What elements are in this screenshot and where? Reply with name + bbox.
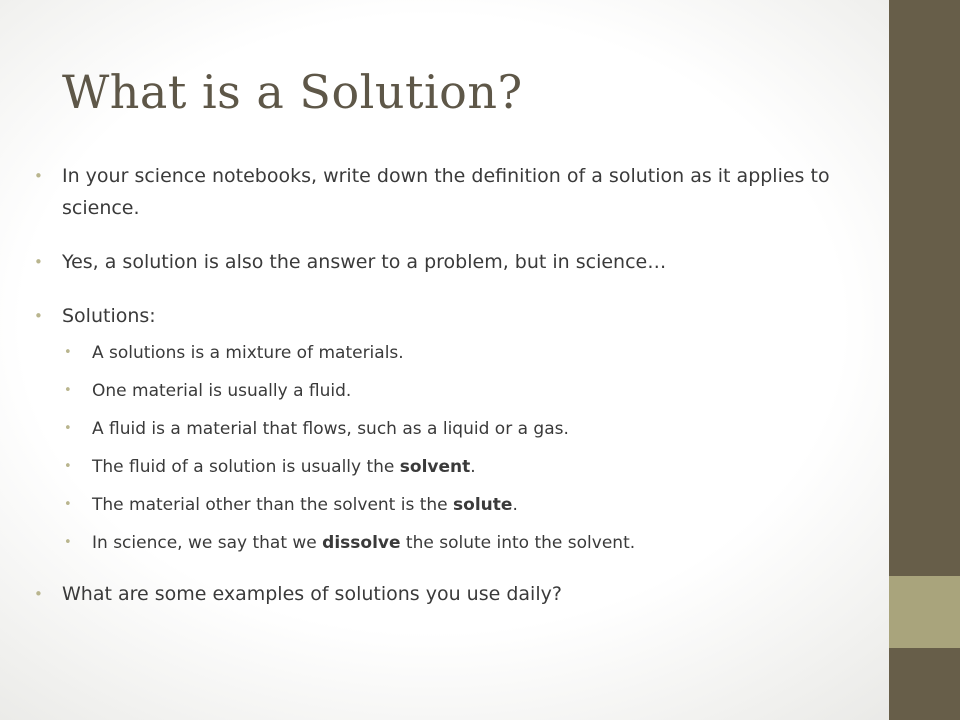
- bullet-text: What are some examples of solutions you use daily?: [62, 583, 562, 605]
- sub-bullet-text-post: .: [512, 495, 518, 515]
- bullet-dot-icon: •: [64, 459, 72, 474]
- bullet-text: Yes, a solution is also the answer to a problem, but in science…: [62, 251, 667, 273]
- term-solvent: solvent: [399, 457, 471, 477]
- bullet-dot-icon: •: [64, 421, 72, 436]
- term-solute: solute: [453, 495, 513, 515]
- bullet-dot-icon: •: [34, 307, 43, 325]
- sub-bullet-text: [92, 457, 476, 477]
- bullet-item: [34, 300, 886, 332]
- sub-bullet-text-post: .: [470, 457, 476, 477]
- sub-bullet-text: A fluid is a material that flows, such as a liquid or a gas.: [92, 419, 569, 439]
- bullet-text: In your science notebooks, write down the definition of a solution as it applies to science.: [62, 165, 830, 219]
- sub-bullet-text: A solutions is a mixture of materials.: [92, 343, 404, 363]
- bullet-dot-icon: •: [64, 383, 72, 398]
- bullet-dot-icon: •: [64, 497, 72, 512]
- term-dissolve: dissolve: [322, 533, 401, 553]
- sub-bullet-text: One material is usually a fluid.: [92, 381, 352, 401]
- sub-bullet-text: [92, 495, 518, 515]
- bullet-item: [34, 578, 886, 610]
- sidebar-band-bottom: [889, 648, 960, 720]
- slide-title: What is a Solution?: [62, 65, 523, 119]
- sub-bullet-text-pre: In science, we say that we: [92, 533, 323, 553]
- sub-bullet-item: [64, 492, 886, 518]
- sub-bullet-item: [64, 378, 886, 404]
- bullet-list: [34, 160, 886, 610]
- sub-bullet-text-pre: The material other than the solvent is the: [92, 495, 454, 515]
- sub-bullet-text: [92, 533, 635, 553]
- bullet-text: Solutions:: [62, 305, 156, 327]
- sub-bullet-item: [64, 530, 886, 556]
- bullet-dot-icon: •: [34, 253, 43, 271]
- sub-bullet-text-pre: The fluid of a solution is usually the: [92, 457, 400, 477]
- bullet-dot-icon: •: [34, 585, 43, 603]
- sub-bullet-text-post: the solute into the solvent.: [400, 533, 636, 553]
- sidebar-band-top: [889, 0, 960, 576]
- sub-bullet-item: [64, 454, 886, 480]
- bullet-item: [34, 160, 886, 224]
- sidebar-band-middle: [889, 576, 960, 648]
- bullet-item: [34, 246, 886, 278]
- bullet-dot-icon: •: [64, 535, 72, 550]
- bullet-dot-icon: •: [64, 345, 72, 360]
- bullet-dot-icon: •: [34, 167, 43, 185]
- sub-bullet-item: [64, 340, 886, 366]
- sub-bullet-item: [64, 416, 886, 442]
